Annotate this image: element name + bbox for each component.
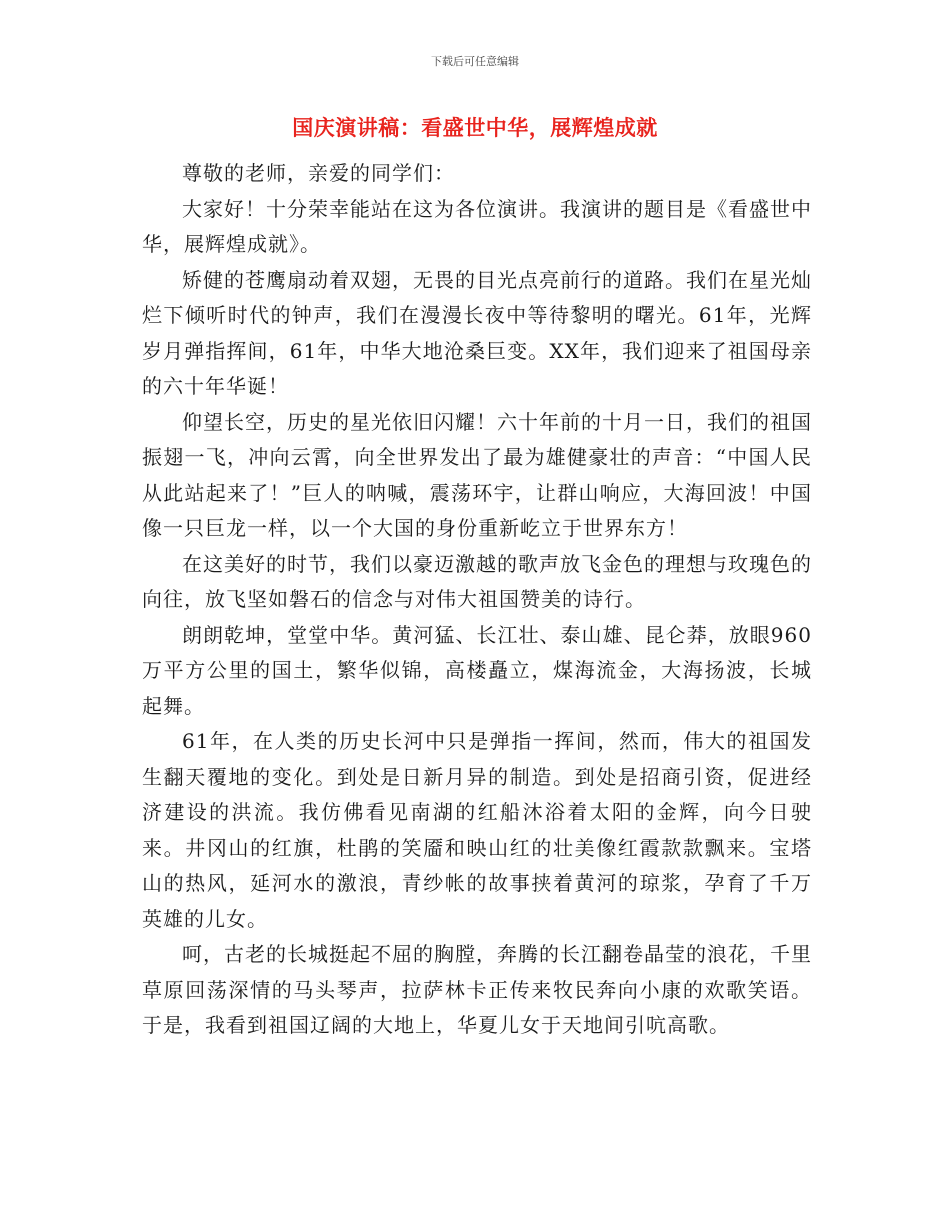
- document-title: 国庆演讲稿：看盛世中华，展辉煌成就: [292, 116, 658, 140]
- paragraph-salutation: 尊敬的老师，亲爱的同学们：: [182, 161, 455, 185]
- paragraph: 大家好！十分荣幸能站在这为各位演讲。我演讲的题目是《看盛世中华，展辉煌成就》。: [142, 196, 812, 256]
- document-body: [142, 156, 812, 1044]
- paragraph: 61年，在人类的历史长河中只是弹指一挥间，然而，伟大的祖国发生翻天覆地的变化。到处是日新月异的制造。到处是招商引资，促进经济建设的洪流。我仿佛看见南湖的红船沐浴着太阳的金辉，向今日驶来。井冈山的红旗，杜鹃的笑靥和映山红的壮美像红霞款款飘来。宝塔山的热风，延河水的激浪，青纱帐的故事挟着黄河的琼浆，孕育了千万英雄的儿女。: [142, 729, 812, 931]
- paragraph: 朗朗乾坤，堂堂中华。黄河猛、长江壮、泰山雄、昆仑莽，放眼960万平方公里的国土，繁华似锦，高楼矗立，煤海流金，大海扬波，长城起舞。: [142, 622, 812, 718]
- paragraph: 在这美好的时节，我们以豪迈激越的歌声放飞金色的理想与玫瑰色的向往，放飞坚如磐石的信念与对伟大祖国赞美的诗行。: [142, 551, 812, 611]
- paragraph: 矫健的苍鹰扇动着双翅，无畏的目光点亮前行的道路。我们在星光灿烂下倾听时代的钟声，我们在漫漫长夜中等待黎明的曙光。61年，光辉岁月弹指挥间，61年，中华大地沧桑巨变。XX年，我们迎来了祖国母亲的六十年华诞！: [142, 267, 812, 398]
- paragraph: 呵，古老的长城挺起不屈的胸膛，奔腾的长江翻卷晶莹的浪花，千里草原回荡深情的马头琴声，拉萨林卡正传来牧民奔向小康的欢歌笑语。于是，我看到祖国辽阔的大地上，华夏儿女于天地间引吭高歌。: [142, 942, 812, 1037]
- paragraph: 仰望长空，历史的星光依旧闪耀！六十年前的十月一日，我们的祖国振翅一飞，冲向云霄，向全世界发出了最为雄健豪壮的声音：“中国人民从此站起来了！”巨人的呐喊，震荡环宇，让群山响应，大海回波！中国像一只巨龙一样，以一个大国的身份重新屹立于世界东方！: [142, 409, 812, 540]
- header-note: 下载后可任意编辑: [431, 55, 519, 68]
